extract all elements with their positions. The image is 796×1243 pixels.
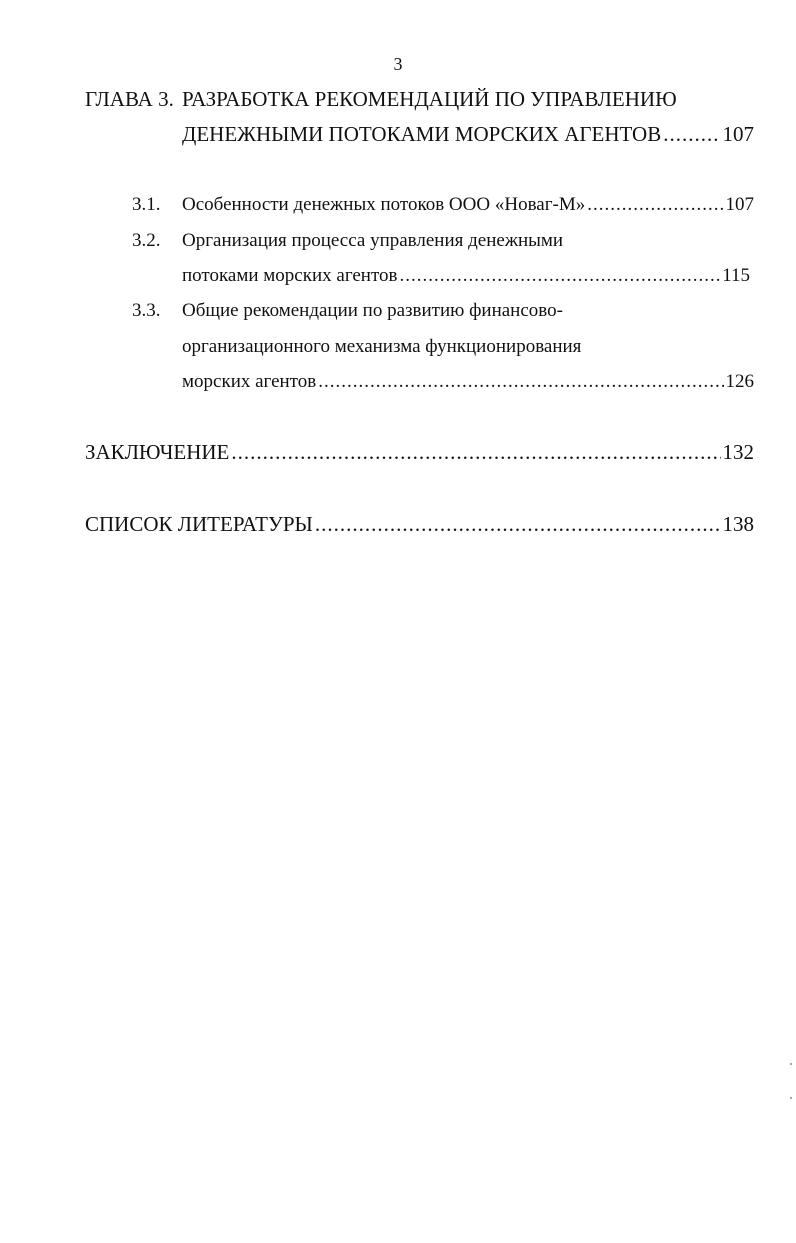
dot-leader: [318, 369, 723, 395]
page-number: 3: [393, 54, 403, 74]
toc-entry-conclusion[interactable]: [85, 439, 754, 465]
scan-artifact: [790, 1063, 792, 1065]
toc-entry-3-3-text: морских агентов: [182, 371, 317, 392]
toc-entry-references[interactable]: [85, 511, 754, 537]
scan-artifact: [790, 1097, 792, 1099]
toc-entry-3-2-text: потоками морских агентов: [182, 265, 398, 286]
toc-entry-references-page: 138: [722, 512, 754, 536]
toc-entry-3-3-line1: Общие рекомендации по развитию финансово-: [182, 300, 563, 321]
section-number-3-2: 3.2.: [132, 230, 161, 251]
dot-leader: [315, 511, 721, 537]
toc-entry-references-text: СПИСОК ЛИТЕРАТУРЫ: [85, 512, 313, 536]
toc-entry-3-1[interactable]: [182, 192, 754, 218]
section-number-3-1: 3.1.: [132, 194, 161, 215]
dot-leader: [663, 121, 720, 147]
toc-entry-conclusion-page: 132: [722, 440, 754, 464]
chapter-page: 107: [722, 122, 754, 146]
dot-leader: [400, 263, 721, 289]
toc-entry-conclusion-text: ЗАКЛЮЧЕНИЕ: [85, 440, 230, 464]
toc-entry-3-2[interactable]: [182, 263, 750, 289]
chapter-title-line2[interactable]: [182, 121, 754, 147]
chapter-title-line2-text: ДЕНЕЖНЫМИ ПОТОКАМИ МОРСКИХ АГЕНТОВ: [182, 122, 662, 146]
chapter-label: ГЛАВА 3.: [85, 87, 174, 111]
toc-entry-3-3[interactable]: [182, 369, 754, 395]
toc-entry-3-2-page: 115: [722, 265, 750, 286]
dot-leader: [231, 439, 720, 465]
toc-entry-3-3-page: 126: [725, 371, 754, 392]
dot-leader: [587, 192, 723, 218]
toc-entry-3-1-page: 107: [725, 194, 754, 215]
chapter-title-line1: РАЗРАБОТКА РЕКОМЕНДАЦИЙ ПО УПРАВЛЕНИЮ: [182, 87, 677, 111]
toc-entry-3-2-line1: Организация процесса управления денежными: [182, 230, 564, 251]
toc-entry-3-1-text: Особенности денежных потоков ООО «Новаг-М»: [182, 194, 586, 215]
section-number-3-3: 3.3.: [132, 300, 161, 321]
toc-entry-3-3-line2: организационного механизма функционирования: [182, 336, 582, 357]
